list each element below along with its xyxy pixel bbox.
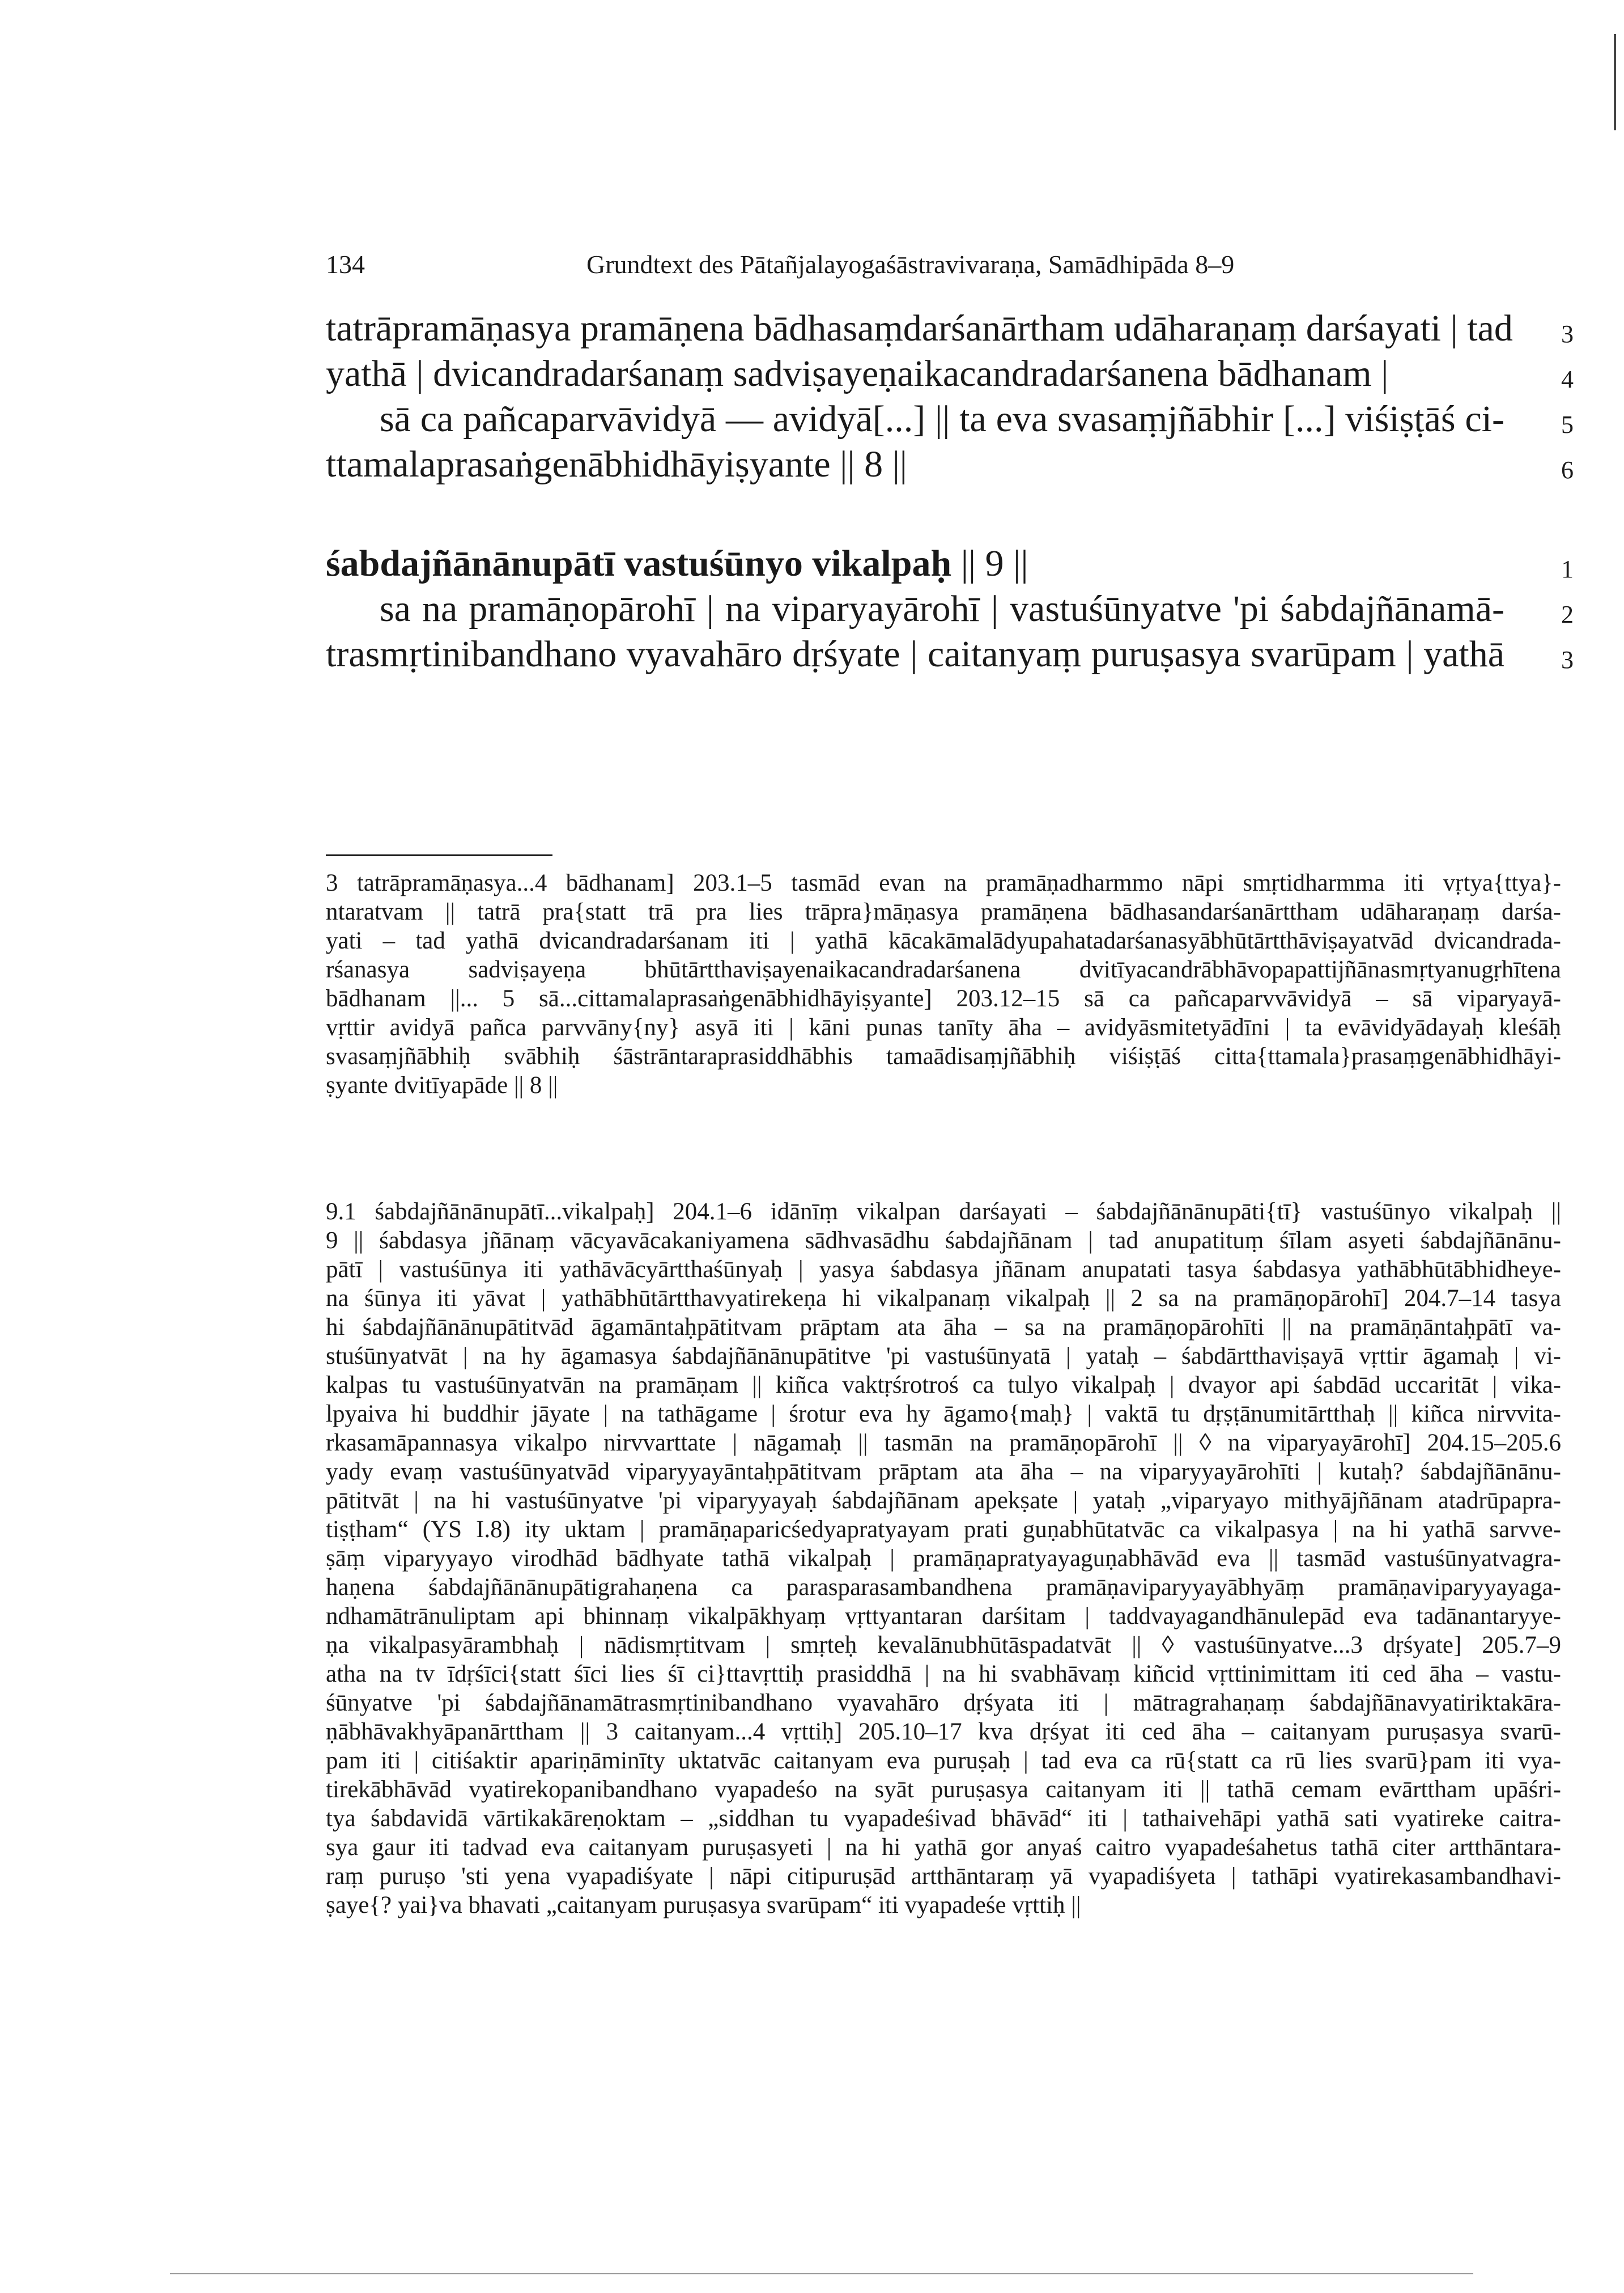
footnote-line: sya gaur iti tadvad eva caitanyam puruṣasyeti | na hi yathā gor anyaś caitro vyapadeśahetus tathā citer artthāntara- bbox=[326, 1834, 1561, 1861]
footnote-line: 3 tatrāpramāṇasya...4 bādhanam] 203.1–5 tasmād evan na pramāṇadharmmo nāpi smṛtidharmma iti vṛtya{ttya}- bbox=[326, 870, 1561, 896]
line-text: sa na pramāṇopārohī | na viparyayārohī | vastuśūnyatve 'pi śabdajñānamā- bbox=[380, 588, 1504, 629]
footnote-line: 9.1 śabdajñānānupātī...vikalpaḥ] 204.1–6 idānīṃ vikalpan darśayati – śabdajñānānupāti{tī} vastuśūnyo vikalpaḥ || bbox=[326, 1198, 1561, 1225]
scan-edge-mark bbox=[1614, 34, 1616, 130]
scan-bottom-edge bbox=[170, 2273, 1473, 2274]
footnote-block-1 bbox=[326, 869, 1561, 1100]
footnote-line: svasaṃjñābhiḥ svābhiḥ śāstrāntaraprasiddhābhis tamaādisaṃjñābhiḥ viśiṣṭāś citta{ttamala}prasaṃgenābhidhāyi- bbox=[326, 1043, 1561, 1070]
line-number: 6 bbox=[1561, 456, 1574, 484]
footnote-line: haṇena śabdajñānānupātigrahaṇena ca parasparasambandhena pramāṇaviparyyayābhyāṃ pramāṇaviparyyayaga- bbox=[326, 1574, 1561, 1601]
line-number: 2 bbox=[1561, 601, 1574, 628]
text-line bbox=[326, 586, 1574, 632]
footnote-line: ṣāṃ viparyyayo virodhād bādhyate tathā vikalpaḥ | pramāṇapratyayaguṇabhāvād eva || tasmād vastuśūnyatvagra- bbox=[326, 1545, 1561, 1572]
footnote-line: bādhanam ||... 5 sā...cittamalaprasaṅgenābhidhāyiṣyante] 203.12–15 sā ca pañcaparvvāvidyā – sā viparyayā- bbox=[326, 985, 1561, 1012]
footnote-line: pātī | vastuśūnya iti yathāvācyārtthaśūnyaḥ | yasya śabdasya jñānam anupatati tasya śabdasya yathābhūtābhidheye- bbox=[326, 1256, 1561, 1283]
line-text: ttamalaprasaṅgenābhidhāyiṣyante || 8 || bbox=[326, 444, 907, 485]
footnote-block-2 bbox=[326, 1197, 1561, 1920]
running-header bbox=[326, 249, 1572, 283]
text-line bbox=[326, 442, 1574, 487]
main-text-block-2 bbox=[326, 541, 1574, 677]
text-line bbox=[326, 306, 1574, 351]
footnote-line: pam iti | citiśaktir apariṇāminīty uktatvāc caitanyam eva puruṣaḥ | tad eva ca rū{statt ca rū lies svarū}pam iti vya- bbox=[326, 1747, 1561, 1774]
footnote-line: ṣyante dvitīyapāde || 8 || bbox=[326, 1072, 558, 1099]
line-number: 3 bbox=[1561, 320, 1574, 348]
footnote-line: ṇa vikalpasyārambhaḥ | nādismṛtitvam | smṛteḥ kevalānubhūtāspadatvāt || ◊ vastuśūnyatve...3 dṛśyate] 205.7–9 bbox=[326, 1632, 1561, 1658]
running-title: Grundtext des Pātañjalayogaśāstravivaraṇa, Samādhipāda 8–9 bbox=[586, 250, 1235, 279]
sutra-number: || 9 || bbox=[951, 543, 1028, 584]
line-number: 5 bbox=[1561, 411, 1574, 439]
footnote-line: 9 || śabdasya jñānaṃ vācyavācakaniyamena sādhvasādhu śabdajñānam | tad anupatituṃ śīlam asyeti śabdajñānānu- bbox=[326, 1227, 1561, 1254]
footnote-line: vṛttir avidyā pañca parvvāny{ny} asyā iti | kāni punas tanīty āha – avidyāsmitetyādīni | ta evāvidyādayaḥ kleśāḥ bbox=[326, 1014, 1561, 1041]
line-text: tatrāpramāṇasya pramāṇena bādhasaṃdarśanārtham udāharaṇaṃ darśayati | tad bbox=[326, 308, 1513, 349]
sutra-line bbox=[326, 541, 1574, 586]
footnote-line: pātitvāt | na hi vastuśūnyatve 'pi viparyyayaḥ śabdajñānam apekṣate | yataḥ „viparyayo mithyājñānam atadrūpapra- bbox=[326, 1487, 1561, 1514]
line-text: trasmṛtinibandhano vyavahāro dṛśyate | caitanyaṃ puruṣasya svarūpam | yathā bbox=[326, 633, 1504, 675]
footnote-line: raṃ puruṣo 'sti yena vyapadiśyate | nāpi citipuruṣād artthāntaraṃ yā vyapadiśyeta | tathāpi vyatirekasambandhavi- bbox=[326, 1863, 1561, 1890]
footnote-line: yady evaṃ vastuśūnyatvād viparyyayāntaḥpātitvam prāptam ata āha – na viparyyayārohīti | kutaḥ? śabdajñānānu- bbox=[326, 1458, 1561, 1485]
line-number: 1 bbox=[1561, 555, 1574, 583]
footnote-line: stuśūnyatvāt | na hy āgamasya śabdajñānānupātitve 'pi vastuśūnyatā | yataḥ – śabdārtthaviṣayā vṛttir āgamaḥ | vi- bbox=[326, 1343, 1561, 1369]
footnote-line: ṣaye{? yai}va bhavati „caitanyam puruṣasya svarūpam“ iti vyapadeśe vṛttiḥ || bbox=[326, 1892, 1081, 1918]
footnote-line: ṇābhāvakhyāpanārttham || 3 caitanyam...4 vṛttiḥ] 205.10–17 kva dṛśyat iti ced āha – caitanyam puruṣasya svarū- bbox=[326, 1718, 1561, 1745]
footnote-line: lpyaiva hi buddhir jāyate | na tathāgame | śrotur eva hy āgamo{maḥ} | vaktā tu dṛṣṭānumitārtthaḥ || kiñca nirvvita- bbox=[326, 1401, 1561, 1427]
line-text: yathā | dvicandradarśanaṃ sadviṣayeṇaikacandradarśanena bādhanam | bbox=[326, 353, 1389, 394]
text-line bbox=[326, 397, 1574, 442]
footnote-line: tirekābhāvād vyatirekopanibandhano vyapadeśo na syāt puruṣasya caitanyam iti || tathā cemam evārttham upāśri- bbox=[326, 1776, 1561, 1803]
footnote-line: rkasamāpannasya vikalpo nirvvarttate | nāgamaḥ || tasmān na pramāṇopārohī || ◊ na viparyayārohī] 204.15–205.6 bbox=[326, 1430, 1561, 1456]
footnote-line: atha na tv īdṛśīci{statt śīci lies śī ci}ttavṛttiḥ prasiddhā | na hi svabhāvaṃ kiñcid vṛttinimittam iti ced āha – vastu- bbox=[326, 1661, 1561, 1687]
footnote-line: tya śabdavidā vārtikakāreṇoktam – „siddhan tu vyapadeśivad bhāvād“ iti | tathaivehāpi yathā sati vyatireke caitra- bbox=[326, 1805, 1561, 1832]
footnote-line: rśanasya sadviṣayeṇa bhūtārtthaviṣayenaikacandradarśanena dvitīyacandrābhāvopapattijñānasmṛtyanugṛhītena bbox=[326, 956, 1561, 983]
sutra-text: śabdajñānānupātī vastuśūnyo vikalpaḥ bbox=[326, 543, 952, 584]
page-number: 134 bbox=[326, 250, 365, 279]
text-line bbox=[326, 351, 1574, 397]
footnote-line: hi śabdajñānānupātitvād āgamāntaḥpātitvam prāptam ata āha – sa na pramāṇopārohīti || na pramāṇāntaḥpātī va- bbox=[326, 1314, 1561, 1341]
footnote-line: ntaratvam || tatrā pra{statt trā pra lies trāpra}māṇasya pramāṇena bādhasandarśanārttham udāharaṇaṃ darśa- bbox=[326, 899, 1561, 925]
footnote-line: na śūnya iti yāvat | yathābhūtārtthavyatirekeṇa hi vikalpanaṃ vikalpaḥ || 2 sa na pramāṇopārohī] 204.7–14 tasya bbox=[326, 1285, 1561, 1312]
footnote-line: tiṣṭham“ (YS I.8) ity uktam | pramāṇaparicśedyapratyayam prati guṇabhūtatvāc ca vikalpasya | na hi yathā sarvve- bbox=[326, 1516, 1561, 1543]
line-text: sā ca pañcaparvāvidyā — avidyā[...] || ta eva svasaṃjñābhir [...] viśiṣṭāś ci- bbox=[380, 398, 1504, 440]
footnote-line: yati – tad yathā dvicandradarśanam iti | yathā kācakāmalādyupahatadarśanasyābhūtārtthāviṣayatvād dvicandrada- bbox=[326, 928, 1561, 954]
text-line bbox=[326, 632, 1574, 677]
line-number: 3 bbox=[1561, 646, 1574, 674]
footnote-line: śūnyatve 'pi śabdajñānamātrasmṛtinibandhano vyavahāro dṛśyata iti | mātragrahaṇaṃ śabdajñānavyatiriktakāra- bbox=[326, 1690, 1561, 1716]
footnote-line: kalpas tu vastuśūnyatvān na pramāṇam || kiñca vaktṛśrotroś ca tulyo vikalpaḥ | dvayor api śabdād uccaritāt | vika- bbox=[326, 1372, 1561, 1398]
footnote-line: ndhamātrānuliptam api bhinnaṃ vikalpākhyaṃ vṛttyantaran darśitam | taddvayagandhānulepād eva tadānantaryye- bbox=[326, 1603, 1561, 1630]
line-number: 4 bbox=[1561, 365, 1574, 393]
footnote-separator bbox=[326, 854, 552, 856]
main-text-block-1 bbox=[326, 306, 1574, 487]
